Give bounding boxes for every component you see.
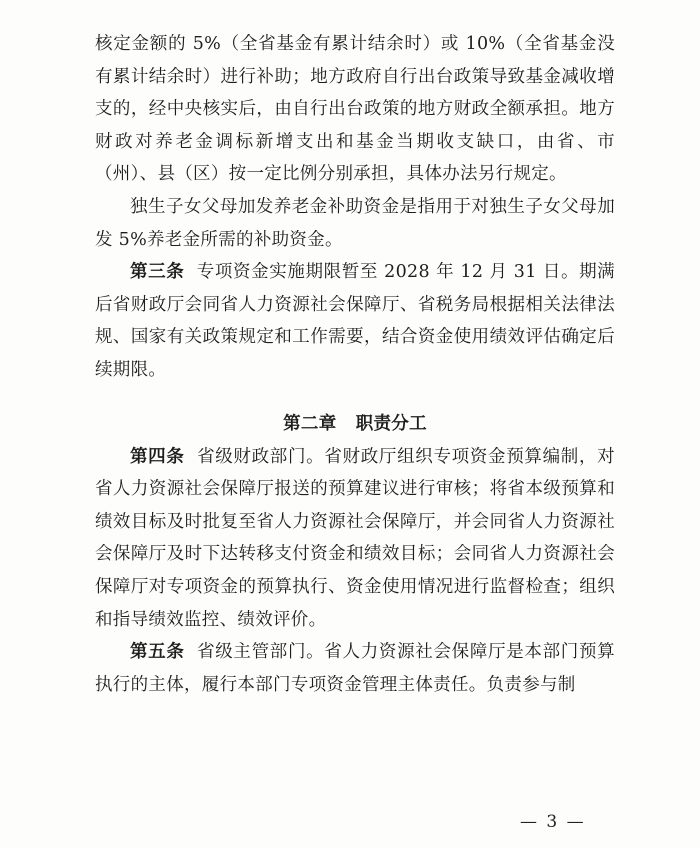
chapter-number: 第二章	[283, 413, 337, 434]
article-4-heading: 第四条	[130, 446, 185, 467]
article-3	[95, 256, 615, 386]
paragraph-continued: 核定金额的 5%（全省基金有累计结余时）或 10%（全省基金没有累计结余时）进行补助；地方政府自行出台政策导致基金减收增支的，经中央核实后，由自行出台政策的地方财政全额承担。地方财政对养老金调标新增支出和基金当期收支缺口，由省、市（州）、县（区）按一定比例分别承担，具体办法另行规定。	[95, 34, 615, 185]
chapter-heading	[95, 407, 615, 441]
article-3-text: 专项资金实施期限暂至 2028 年 12 月 31 日。期满后省财政厅会同省人力资源社会保障厅、省税务局根据相关法律法规、国家有关政策规定和工作需要，结合资金使用绩效评估确定后续期限。	[95, 262, 615, 380]
chapter-title: 职责分工	[355, 413, 427, 434]
document-body	[95, 28, 615, 701]
page-number: — 3 —	[520, 812, 586, 832]
article-5-text: 省级主管部门。省人力资源社会保障厅是本部门预算执行的主体，履行本部门专项资金管理主体责任。负责参与制	[95, 642, 615, 695]
article-3-heading: 第三条	[130, 262, 185, 283]
article-5-heading: 第五条	[130, 642, 185, 663]
article-5	[95, 636, 615, 701]
article-4-text: 省级财政部门。省财政厅组织专项资金预算编制，对省人力资源社会保障厅报送的预算建议进行审核；将省本级预算和绩效目标及时批复至省人力资源社会保障厅，并会同省人力资源社会保障厅及时下达转移支付资金和绩效目标；会同省人力资源社会保障厅对专项资金的预算执行、资金使用情况进行监督检查；组织和指导绩效监控、绩效评价。	[95, 446, 615, 630]
article-4	[95, 441, 615, 637]
paragraph-only-child-subsidy: 独生子女父母加发养老金补助资金是指用于对独生子女父母加发 5%养老金所需的补助资金。	[95, 196, 615, 250]
